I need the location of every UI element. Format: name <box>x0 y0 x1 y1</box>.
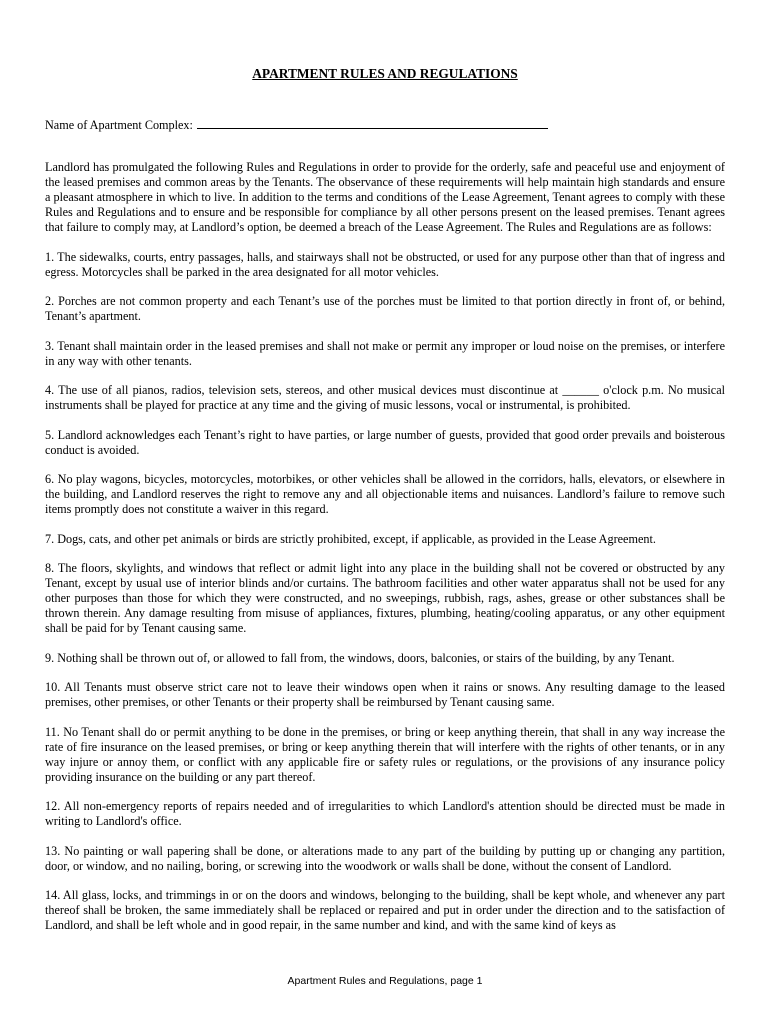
title-text: APARTMENT RULES AND REGULATIONS <box>252 66 518 81</box>
rule-2: 2. Porches are not common property and each Tenant’s use of the porches must be limited to that portion directly in front of, or behind, Tenant’s apartment. <box>45 294 725 323</box>
rule-14: 14. All glass, locks, and trimmings in or on the doors and windows, belonging to the building, shall be kept whole, and whenever any part thereof shall be broken, the same immediately shall be replaced or repaired and put in order under the direction and to the satisfaction of Landlord, and shall be left whole and in good repair, in the same number and kind, and with the same kind of keys as <box>45 888 725 932</box>
rule-4: 4. The use of all pianos, radios, television sets, stereos, and other musical devices must discontinue at ______ o'clock p.m. No musical instruments shall be played for practice at any time and the giving of music lessons, vocal or instrumental, is prohibited. <box>45 383 725 412</box>
apartment-complex-label: Name of Apartment Complex: <box>45 118 193 132</box>
rule-7: 7. Dogs, cats, and other pet animals or birds are strictly prohibited, except, if applicable, as provided in the Lease Agreement. <box>45 531 656 546</box>
rule-1: 1. The sidewalks, courts, entry passages, halls, and stairways shall not be obstructed, or used for any purpose other than that of ingress and egress. Motorcycles shall be parked in the area designated for all motor vehicles. <box>45 249 725 279</box>
intro-paragraph: Landlord has promulgated the following Rules and Regulations in order to provide for the orderly, safe and peaceful use and enjoyment of the leased premises and common areas by the Tenants. The observance of these requirements will help maintain high standards and ensure a pleasant atmosphere in which to live. In addition to the terms and conditions of the Lease Agreement, Tenant agrees to comply with these Rules and Regulations and to ensure and be responsible for compliance by all other persons present on the leased premises. Tenant agrees that failure to comply may, at Landlord’s option, be deemed a breach of the Lease Agreement. The Rules and Regulations are as follows: <box>45 160 725 234</box>
rule-10: 10. All Tenants must observe strict care not to leave their windows open when it rains or snows. Any resulting damage to the leased premises, other premises, or other Tenants or their property shall be reimbursed by Tenant causing same. <box>45 680 725 709</box>
rule-8: 8. The floors, skylights, and windows that reflect or admit light into any place in the building shall not be covered or obstructed by any Tenant, except by usual use of interior blinds and/or curtains. The bathroom facilities and other water apparatus shall not be used for any other purposes than those for which they were constructed, and no sweepings, rubbish, rags, ashes, grease or other substances shall be thrown therein. Any damage resulting from misuse of appliances, fixtures, plumbing, heating/cooling apparatus, or any other equipment shall be paid for by Tenant causing same. <box>45 561 725 635</box>
rule-12: 12. All non-emergency reports of repairs needed and of irregularities to which Landlord's attention should be directed must be made in writing to Landlord's office. <box>45 799 725 828</box>
rule-5: 5. Landlord acknowledges each Tenant’s right to have parties, or large number of guests, provided that good order prevails and boisterous conduct is avoided. <box>45 427 725 457</box>
rule-6: 6. No play wagons, bicycles, motorcycles, motorbikes, or other vehicles shall be allowed in the corridors, halls, elevators, or elsewhere in the building, and Landlord reserves the right to remove any and all objectionable items and nuisances. Landlord’s failure to remove such items promptly does not constitute a waiver in this regard. <box>45 472 725 516</box>
page-footer: Apartment Rules and Regulations, page 1 <box>287 975 483 987</box>
document-body <box>45 160 725 933</box>
rule-3: 3. Tenant shall maintain order in the leased premises and shall not make or permit any improper or loud noise on the premises, or interfere in any way with other tenants. <box>45 338 725 368</box>
apartment-complex-line <box>45 117 548 132</box>
apartment-complex-blank <box>197 117 548 129</box>
rule-9: 9. Nothing shall be thrown out of, or allowed to fall from, the windows, doors, balconies, or stairs of the building, by any Tenant. <box>45 650 675 665</box>
rule-11: 11. No Tenant shall do or permit anything to be done in the premises, or bring or keep anything therein, that shall in any way increase the rate of fire insurance on the leased premises, or bring or keep anything therein that will interfere with the rights of other tenants, or in any way injure or annoy them, or conflict with any applicable fire or safety rules or regulations, or the provisions of any insurance policy providing insurance on the building or any part thereof. <box>45 724 725 784</box>
rule-13: 13. No painting or wall papering shall be done, or alterations made to any part of the building by putting up or changing any partition, door, or window, and no nailing, boring, or screwing into the woodwork or walls shall be done, without the consent of Landlord. <box>45 843 725 873</box>
page-title <box>0 66 770 82</box>
